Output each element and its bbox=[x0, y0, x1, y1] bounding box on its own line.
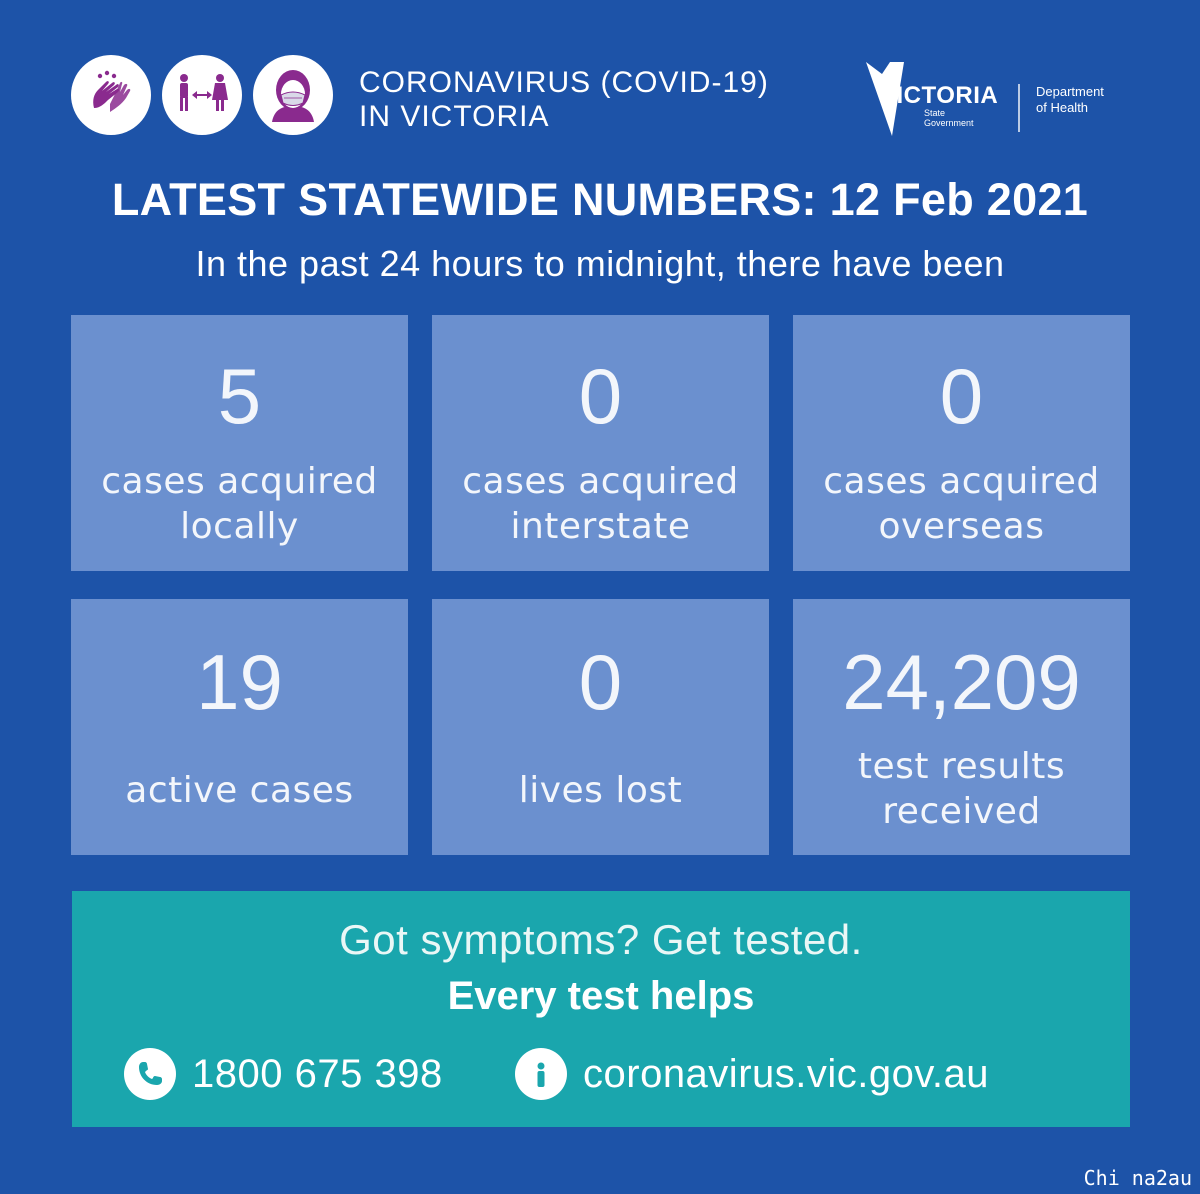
stat-label: cases acquired locally bbox=[101, 461, 378, 547]
victoria-wordmark: VICTORIA bbox=[880, 82, 999, 109]
banner-headline: Got symptoms? Get tested. bbox=[339, 916, 863, 963]
physical-distancing-icon bbox=[162, 55, 242, 135]
website-contact[interactable] bbox=[515, 1048, 989, 1100]
stat-label: active cases bbox=[125, 770, 354, 811]
stat-value: 0 bbox=[578, 638, 623, 726]
of-health-text: of Health bbox=[1036, 100, 1089, 115]
stat-local-cases bbox=[71, 315, 408, 571]
stat-interstate-cases bbox=[432, 315, 769, 571]
stat-lives-lost bbox=[432, 599, 769, 855]
stat-overseas-cases bbox=[793, 315, 1130, 571]
website-link[interactable]: coronavirus.vic.gov.au bbox=[583, 1051, 989, 1096]
info-icon bbox=[515, 1048, 567, 1100]
government-text: Government bbox=[924, 118, 974, 128]
stat-value: 0 bbox=[578, 352, 623, 440]
state-government-text bbox=[924, 108, 974, 128]
hand-washing-icon bbox=[71, 55, 151, 135]
stat-value: 5 bbox=[217, 352, 262, 440]
stat-label: lives lost bbox=[518, 770, 683, 811]
victoria-government-logo bbox=[860, 58, 1150, 143]
header-title bbox=[359, 66, 769, 134]
phone-number[interactable]: 1800 675 398 bbox=[192, 1051, 443, 1096]
header-title-line2: IN VICTORIA bbox=[359, 100, 550, 133]
stat-label: test results received bbox=[857, 746, 1066, 832]
state-text: State bbox=[924, 108, 946, 118]
page-subtitle: In the past 24 hours to midnight, there have been bbox=[195, 243, 1005, 284]
stat-value: 0 bbox=[939, 352, 984, 440]
face-mask-icon bbox=[253, 55, 333, 135]
page-title: LATEST STATEWIDE NUMBERS: 12 Feb 2021 bbox=[111, 174, 1089, 225]
phone-icon bbox=[124, 1048, 176, 1100]
watermark: Chi na2au bbox=[1083, 1166, 1192, 1190]
banner-tagline: Every test helps bbox=[447, 974, 755, 1018]
logo-divider bbox=[1018, 84, 1020, 132]
department-of-health-text bbox=[1036, 84, 1104, 116]
stat-value: 19 bbox=[196, 638, 283, 726]
testing-banner bbox=[72, 891, 1130, 1127]
phone-contact[interactable] bbox=[124, 1048, 443, 1100]
header-title-line1: CORONAVIRUS (COVID-19) bbox=[359, 66, 769, 99]
stat-active-cases bbox=[71, 599, 408, 855]
stat-label: cases acquired overseas bbox=[823, 461, 1100, 547]
stat-label: cases acquired interstate bbox=[462, 461, 739, 547]
stat-test-results bbox=[793, 599, 1130, 855]
stat-value: 24,209 bbox=[842, 638, 1081, 726]
department-text: Department bbox=[1036, 84, 1104, 99]
